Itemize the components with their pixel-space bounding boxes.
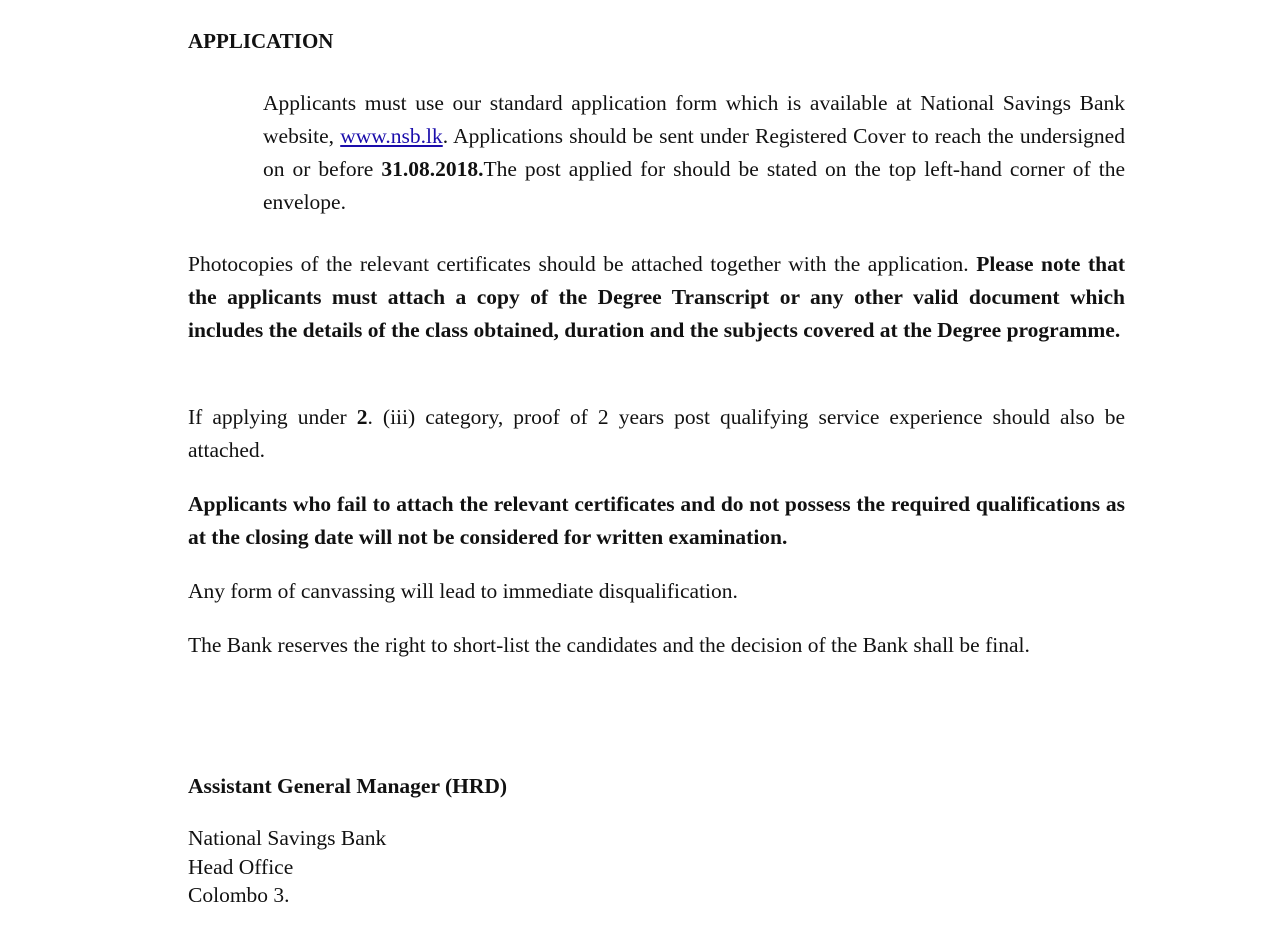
application-text-after-link: . Applications should be sent under Registered Cover to reach the undersigned on or before [263,124,1125,181]
category-text-before: If applying under [188,405,357,429]
category-text-after: . (iii) category, proof of 2 years post qualifying service experience should also be attached. [188,405,1125,462]
address-line: National Savings Bank [188,826,387,850]
signatory-title: Assistant General Manager (HRD) [188,774,508,798]
application-deadline: 31.08.2018. [381,157,484,181]
category-number: 2 [356,405,368,429]
nsb-website-link[interactable]: www.nsb.lk [340,124,443,148]
signatory-address [188,824,386,910]
canvassing-paragraph: Any form of canvassing will lead to immediate disqualification. [188,579,738,603]
category-paragraph [188,401,1125,467]
photocopies-bold-note: Please note that the applicants must attach a copy of the Degree Transcript or any other valid document which includes the details of the class obtained, duration and the subjects covered at the Degree programme. [188,252,1125,342]
reserves-paragraph: The Bank reserves the right to short-list the candidates and the decision of the Bank shall be final. [188,633,1030,657]
fail-paragraph: Applicants who fail to attach the relevant certificates and do not possess the required qualifications as at the closing date will not be considered for written examination. [188,492,1125,549]
application-paragraph [263,87,1125,219]
photocopies-text: Photocopies of the relevant certificates should be attached together with the application. [188,252,977,276]
section-heading: APPLICATION [188,29,334,53]
application-text-before-link: Applicants must use our standard application form which is available at National Savings Bank website, [263,91,1125,148]
address-line: Colombo 3. [188,883,290,907]
address-line: Head Office [188,854,294,879]
application-text-after-deadline: The post applied for should be stated on the top left-hand corner of the envelope. [263,157,1125,214]
photocopies-paragraph [188,248,1125,347]
